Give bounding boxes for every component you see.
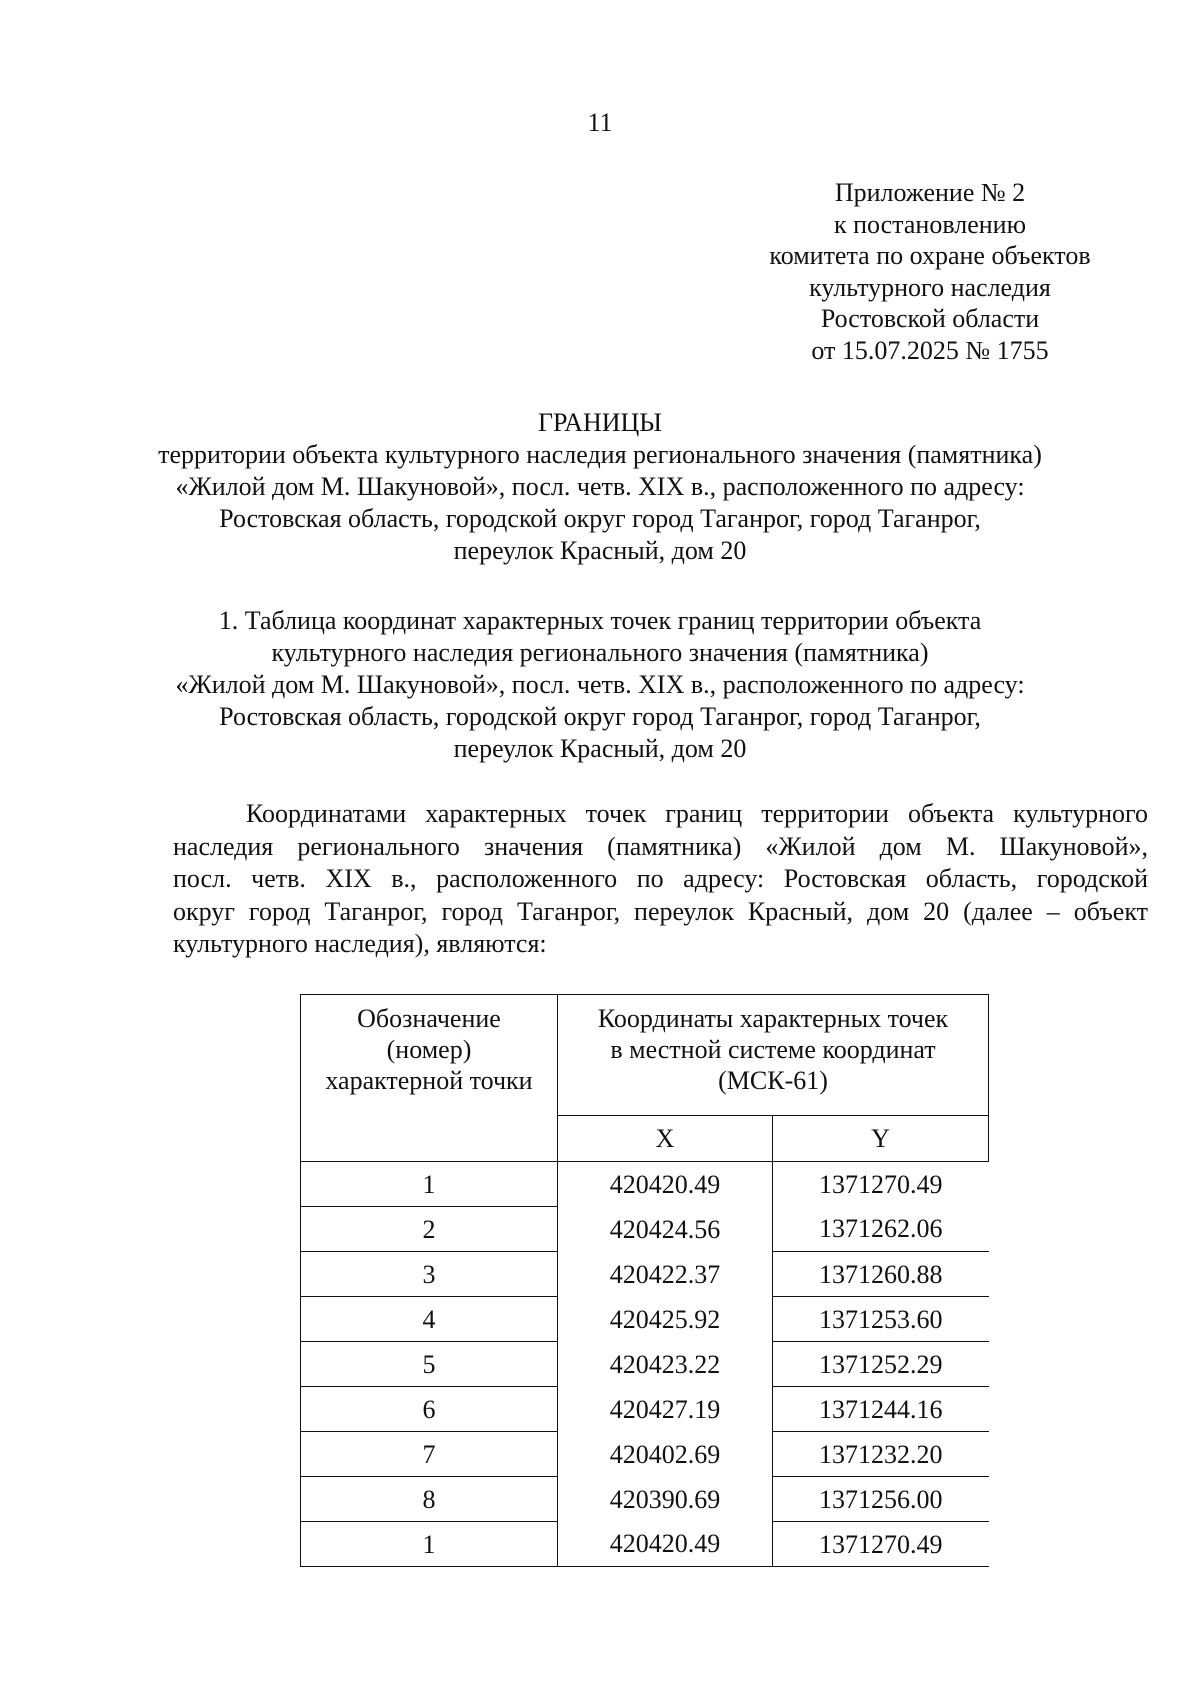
y-coordinate: 1371244.16: [773, 1387, 989, 1432]
coordinates-table: [300, 994, 989, 1567]
y-coordinate: 1371262.06: [773, 1207, 989, 1252]
point-number: 4: [301, 1297, 558, 1342]
y-coordinate: 1371260.88: [773, 1252, 989, 1297]
point-number: 8: [301, 1477, 558, 1522]
x-coordinate: 420390.69: [558, 1477, 773, 1522]
title-line: «Жилой дом М. Шакуновой», посл. четв. XIX в., расположенного по адресу:: [175, 472, 1025, 501]
section-line: культурного наследия регионального значения (памятника): [271, 638, 929, 667]
appendix-line: Приложение № 2: [834, 178, 1026, 207]
body-paragraph: [173, 798, 1148, 961]
table-header-row: [301, 995, 989, 1116]
x-coordinate: 420402.69: [558, 1432, 773, 1477]
header-y: Y: [773, 1116, 989, 1162]
header-point-line: (номер): [386, 1035, 472, 1064]
point-number: 5: [301, 1342, 558, 1387]
paragraph-line: Координатами характерных точек границ территории объекта культурного: [246, 799, 1148, 828]
header-point-line: Обозначение: [357, 1004, 501, 1033]
y-coordinate: 1371256.00: [773, 1477, 989, 1522]
table-row: [301, 1162, 989, 1207]
y-coordinate: 1371232.20: [773, 1432, 989, 1477]
title-heading: ГРАНИЦЫ: [538, 408, 662, 437]
paragraph-line: округ город Таганрог, город Таганрог, переулок Красный, дом 20 (далее – объект: [173, 896, 1148, 926]
table-row: [301, 1387, 989, 1432]
appendix-line: от 15.07.2025 № 1755: [811, 335, 1049, 365]
point-number: 1: [301, 1162, 558, 1207]
table-row: [301, 1297, 989, 1342]
section-line: 1. Таблица координат характерных точек границ территории объекта: [218, 606, 982, 635]
title-line: переулок Красный, дом 20: [453, 536, 747, 565]
header-coordinates: [558, 995, 989, 1116]
x-coordinate: 420427.19: [558, 1387, 773, 1432]
table-row: [301, 1522, 989, 1567]
table-row: [301, 1207, 989, 1252]
y-coordinate: 1371253.60: [773, 1297, 989, 1342]
section-line: «Жилой дом М. Шакуновой», посл. четв. XIX в., расположенного по адресу:: [175, 670, 1025, 699]
appendix-line: культурного наследия: [809, 272, 1051, 302]
document-title: [0, 407, 1200, 567]
y-coordinate: 1371270.49: [819, 1169, 943, 1199]
appendix-line: Ростовской области: [820, 304, 1040, 333]
point-number: 1: [301, 1522, 558, 1567]
header-x: X: [558, 1116, 773, 1162]
point-number: 7: [301, 1432, 558, 1477]
table-row: [301, 1252, 989, 1297]
paragraph-line: посл. четв. XIX в., расположенного по адресу: Ростовская область, городской: [173, 864, 1148, 893]
title-line: территории объекта культурного наследия регионального значения (памятника): [158, 440, 1042, 469]
table-row: [301, 1477, 989, 1522]
header-coords-line: в местной системе координат: [610, 1035, 936, 1064]
title-line: Ростовская область, городской округ город Таганрог, город Таганрог,: [219, 504, 981, 533]
x-coordinate: 420423.22: [558, 1342, 773, 1387]
appendix-header: [730, 177, 1130, 366]
x-coordinate: 420424.56: [558, 1207, 773, 1252]
section-line: переулок Красный, дом 20: [453, 734, 747, 763]
x-coordinate: 420425.92: [558, 1297, 773, 1342]
point-number: 3: [301, 1252, 558, 1297]
paragraph-line: наследия регионального значения (памятника) «Жилой дом М. Шакуновой»,: [173, 831, 1148, 861]
paragraph-line: культурного наследия), являются:: [173, 929, 547, 958]
section-heading: [0, 605, 1200, 765]
y-coordinate: 1371252.29: [773, 1342, 989, 1387]
header-coords-line: Координаты характерных точек: [597, 1004, 949, 1033]
appendix-line: к постановлению: [833, 209, 1027, 239]
table-row: [301, 1432, 989, 1477]
table-row: [301, 1342, 989, 1387]
header-coords-line: (МСК-61): [718, 1066, 828, 1095]
x-coordinate: 420422.37: [558, 1252, 773, 1297]
point-number: 6: [301, 1387, 558, 1432]
x-coordinate: 420420.49: [558, 1522, 773, 1567]
section-line: Ростовская область, городской округ город Таганрог, город Таганрог,: [219, 702, 981, 731]
header-point-designation: [301, 995, 558, 1162]
header-point-line: характерной точки: [325, 1066, 533, 1095]
x-coordinate: 420420.49: [558, 1162, 773, 1207]
point-number: 2: [301, 1207, 558, 1252]
appendix-line: комитета по охране объектов: [769, 241, 1091, 270]
page-number: 11: [587, 108, 613, 137]
y-coordinate: 1371270.49: [773, 1522, 989, 1567]
